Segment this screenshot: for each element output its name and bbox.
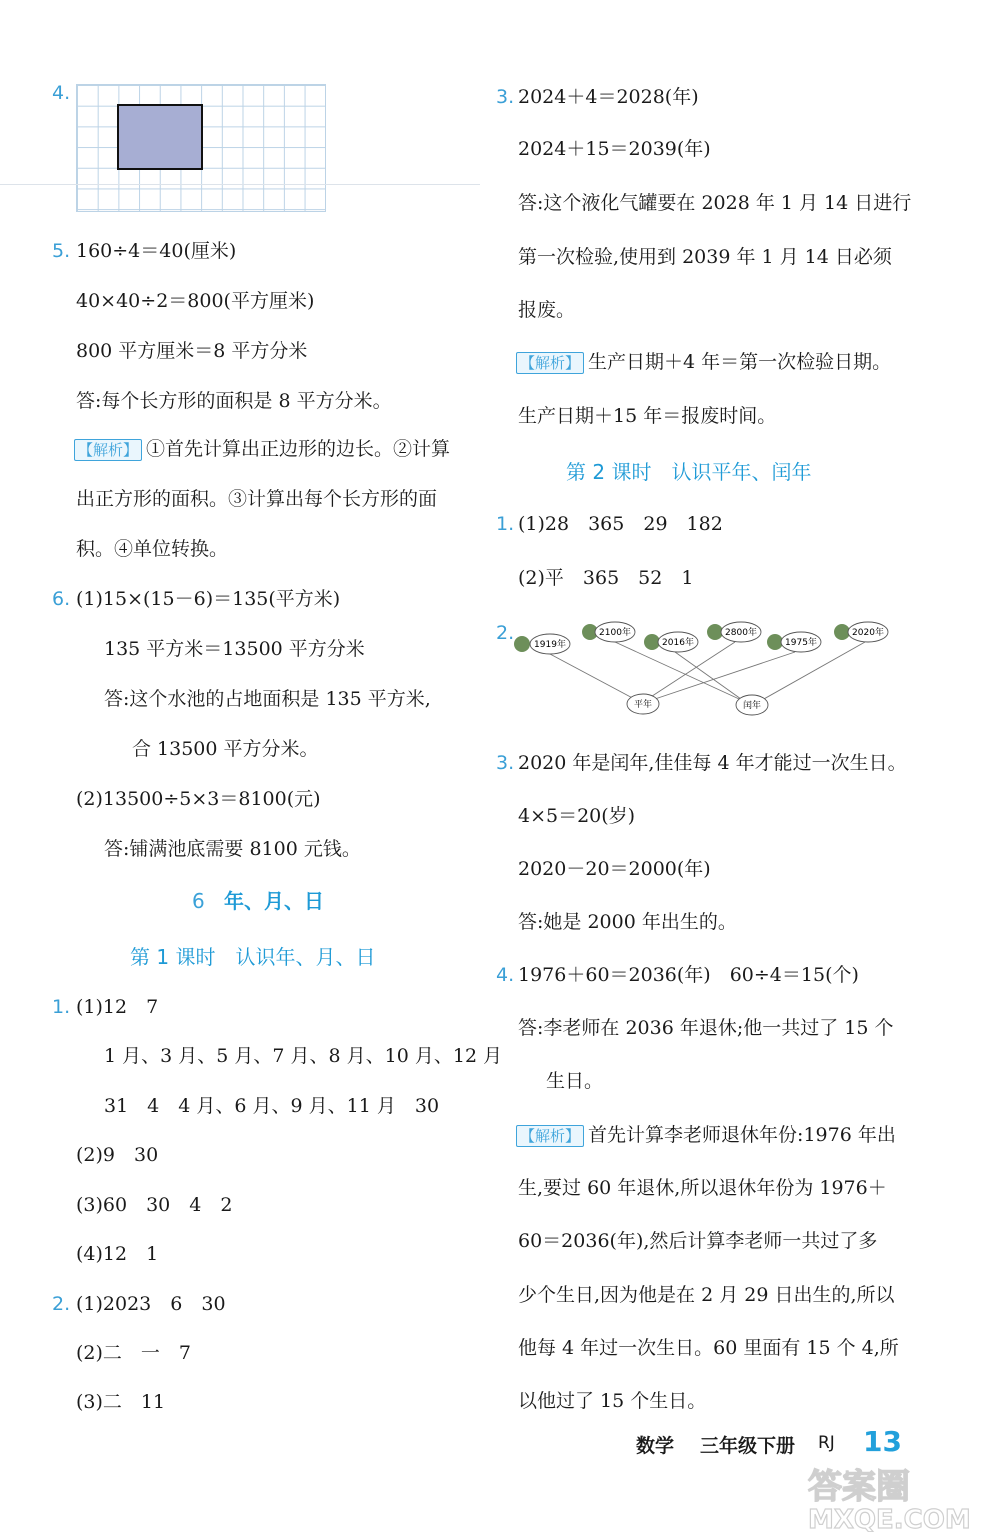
year-bubble-6 <box>834 622 888 642</box>
year-label: 2020年 <box>852 628 884 638</box>
year-label: 2100年 <box>599 628 631 638</box>
q6-line6: 答:铺满池底需要 8100 元钱。 <box>104 838 361 860</box>
r-p3-line2: 4×5＝20(岁) <box>518 805 636 827</box>
page-number: 13 <box>863 1425 902 1458</box>
year-label: 2016年 <box>662 638 694 648</box>
q5-line7: 积。④单位转换。 <box>76 538 229 560</box>
r-p3-number: 3. <box>496 752 515 774</box>
q1-line3: 31 4 4 月、6 月、9 月、11 月 30 <box>104 1095 440 1117</box>
r-p1-line1: (1)28 365 29 182 <box>518 513 723 535</box>
year-bubble-1 <box>514 634 570 654</box>
footer-edition: RJ <box>818 1433 835 1453</box>
q1-line2: 1 月、3 月、5 月、7 月、8 月、10 月、12 月 <box>104 1045 503 1067</box>
r-p4-line8: 他每 4 年过一次生日。60 里面有 15 个 4,所 <box>518 1337 899 1359</box>
q2-line3: (3)二 11 <box>76 1391 166 1413</box>
common-year-label: 平年 <box>633 700 653 710</box>
r-q3-line5: 报废。 <box>518 299 576 321</box>
category-bubbles <box>627 694 768 715</box>
r-q3-line7: 生产日期＋15 年＝报废时间。 <box>518 405 777 427</box>
page-footer <box>600 1425 984 1465</box>
year-label: 1919年 <box>534 640 566 650</box>
unit-title: 年、月、日 <box>224 889 324 913</box>
year-label: 2800年 <box>725 628 757 638</box>
q6-line3: 答:这个水池的占地面积是 135 平方米, <box>104 688 431 710</box>
year-bubble-5 <box>767 632 821 652</box>
frog-icon <box>514 636 530 652</box>
unit-number: 6 <box>192 889 205 913</box>
year-bubbles <box>514 622 888 654</box>
r-p3-line1: 2020 年是闰年,佳佳每 4 年才能过一次生日。 <box>518 752 907 774</box>
r-p4-line6: 60＝2036(年),然后计算李老师一共过了多 <box>518 1230 878 1252</box>
r-p4-line3: 生日。 <box>546 1070 604 1092</box>
r-p4-line1: 1976＋60＝2036(年) 60÷4＝15(个) <box>518 964 859 986</box>
q2-line1: (1)2023 6 30 <box>76 1293 226 1315</box>
year-bubble-4 <box>707 622 761 642</box>
r-p3-line3: 2020－20＝2000(年) <box>518 858 711 880</box>
r-p4-line4: 首先计算李老师退休年份:1976 年出 <box>588 1124 896 1146</box>
analysis-tag: 解析 <box>535 354 566 372</box>
q5-line6: 出正方形的面积。③计算出每个长方形的面 <box>76 488 438 510</box>
footer-subject: 数学 <box>636 1435 675 1457</box>
r-p4-line2: 答:李老师在 2036 年退休;他一共过了 15 个 <box>518 1017 894 1039</box>
r-q3-line1: 2024＋4＝2028(年) <box>518 86 699 108</box>
q6-line4: 合 13500 平方分米。 <box>132 738 319 760</box>
r-p4-line9: 以他过了 15 个生日。 <box>518 1390 707 1412</box>
divider <box>0 184 480 185</box>
q1-number: 1. <box>52 996 71 1018</box>
shaded-rectangle <box>117 104 203 170</box>
analysis-tag: 解析 <box>535 1127 566 1145</box>
q1-line1: (1)12 7 <box>76 996 159 1018</box>
q5-line2: 40×40÷2＝800(平方厘米) <box>76 290 315 312</box>
q5-number: 5. <box>52 240 71 262</box>
q1-line6: (4)12 1 <box>76 1243 159 1265</box>
r-q3-line3: 答:这个液化气罐要在 2028 年 1 月 14 日进行 <box>518 192 912 214</box>
q6-number: 6. <box>52 588 71 610</box>
q1-line4: (2)9 30 <box>76 1144 159 1166</box>
q6-line5: (2)13500÷5×3＝8100(元) <box>76 788 321 810</box>
r-q3-number: 3. <box>496 86 515 108</box>
q5-line3: 800 平方厘米＝8 平方分米 <box>76 340 308 362</box>
r-p2-number: 2. <box>496 622 515 644</box>
footer-grade: 三年级下册 <box>700 1435 796 1457</box>
r-p1-number: 1. <box>496 513 515 535</box>
r-p4-line5: 生,要过 60 年退休,所以退休年份为 1976＋ <box>518 1177 887 1199</box>
q6-line2: 135 平方米＝13500 平方分米 <box>104 638 365 660</box>
q2-number: 2. <box>52 1293 71 1315</box>
q2-line2: (2)二 一 7 <box>76 1342 192 1364</box>
q5-line1: 160÷4＝40(厘米) <box>76 240 237 262</box>
watermark-text: 答案圈 <box>808 1467 910 1507</box>
r-q3-line6: 生产日期＋4 年＝第一次检验日期。 <box>588 351 892 373</box>
watermark-logo <box>798 1460 978 1532</box>
leap-year-diagram <box>510 612 910 722</box>
watermark-url: MXQE.COM <box>808 1505 971 1532</box>
year-bubble-2 <box>582 622 635 642</box>
r-q3-line2: 2024＋15＝2039(年) <box>518 138 711 160</box>
leap-year-label: 闰年 <box>742 701 762 711</box>
q6-line1: (1)15×(15－6)＝135(平方米) <box>76 588 341 610</box>
r-p1-line2: (2)平 365 52 1 <box>518 567 694 589</box>
q4-number: 4. <box>52 82 71 104</box>
q1-line5: (3)60 30 4 2 <box>76 1194 233 1216</box>
lesson1-title: 第 1 课时 认识年、月、日 <box>130 945 376 969</box>
connector-lines <box>550 642 865 704</box>
r-p4-number: 4. <box>496 964 515 986</box>
q5-analysis: 【解析】 ①首先计算出正边形的边长。②计算 <box>74 436 450 462</box>
q5-line4: 答:每个长方形的面积是 8 平方分米。 <box>76 390 392 412</box>
year-bubble-3 <box>644 632 698 652</box>
year-label: 1975年 <box>785 638 817 648</box>
lesson2-title: 第 2 课时 认识平年、闰年 <box>566 460 812 484</box>
q5-line5: ①首先计算出正边形的边长。②计算 <box>146 438 451 460</box>
analysis-tag: 解析 <box>93 441 124 459</box>
r-p4-line7: 少个生日,因为他是在 2 月 29 日出生的,所以 <box>518 1284 895 1306</box>
r-q3-analysis: 【解析】 生产日期＋4 年＝第一次检验日期。 <box>516 349 891 375</box>
r-q3-line4: 第一次检验,使用到 2039 年 1 月 14 日必须 <box>518 246 892 268</box>
r-p3-line4: 答:她是 2000 年出生的。 <box>518 911 737 933</box>
r-p4-analysis: 【解析】 首先计算李老师退休年份:1976 年出 <box>516 1122 896 1148</box>
